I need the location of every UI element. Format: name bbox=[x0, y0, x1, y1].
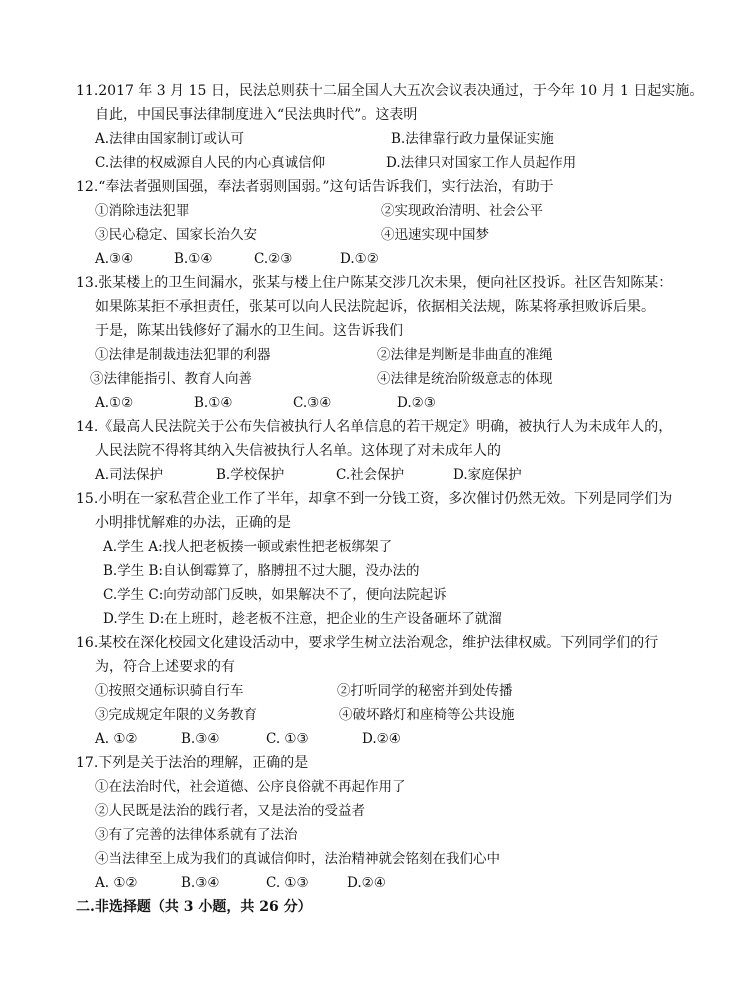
q13-option-c: C.③④ bbox=[293, 395, 332, 411]
section-heading-non-choice: 二.非选择题（共 3 小题，共 26 分） bbox=[76, 899, 312, 915]
q15-option-d: D.学生 D:在上班时，趁老板不注意，把企业的生产设备砸坏了就溜 bbox=[103, 611, 502, 627]
q15-option-a: A.学生 A:找人把老板揍一顿或索性把老板绑架了 bbox=[103, 539, 393, 555]
q12-statement-4: ④迅速实现中国梦 bbox=[381, 227, 489, 243]
q12-statement-2: ②实现政治清明、社会公平 bbox=[381, 203, 543, 219]
q17-option-d: D.②④ bbox=[347, 875, 386, 891]
q17-option-c: C. ①③ bbox=[266, 875, 309, 891]
q13-stem-line3: 于是，陈某出钱修好了漏水的卫生间。这告诉我们 bbox=[95, 323, 403, 339]
q12-option-b: B.①④ bbox=[174, 251, 213, 267]
q14-option-b: B.学校保护 bbox=[216, 467, 285, 483]
q17-stem-line1: 17.下列是关于法治的理解，正确的是 bbox=[76, 755, 309, 771]
q17-statement-2: ②人民既是法治的践行者，又是法治的受益者 bbox=[95, 803, 365, 819]
q15-option-b: B.学生 B:自认倒霉算了，胳膊扭不过大腿，没办法的 bbox=[103, 563, 420, 579]
q11-option-a: A.法律由国家制订或认可 bbox=[95, 131, 245, 147]
q14-stem-line1: 14.《最高人民法院关于公布失信被执行人名单信息的若干规定》明确，被执行人为未成年人的， bbox=[76, 419, 673, 435]
q17-statement-4: ④当法律至上成为我们的真诚信仰时，法治精神就会铭刻在我们心中 bbox=[95, 851, 500, 867]
q13-option-b: B.①④ bbox=[194, 395, 233, 411]
q16-stem-line1: 16.某校在深化校园文化建设活动中，要求学生树立法治观念，维护法律权威。下列同学们的行 bbox=[76, 635, 659, 651]
q11-stem-line2: 自此，中国民事法律制度进入“民法典时代”。这表明 bbox=[95, 107, 418, 123]
q16-stem-line2: 为，符合上述要求的有 bbox=[95, 659, 235, 675]
q12-option-a: A.③④ bbox=[95, 251, 134, 267]
q13-option-a: A.①② bbox=[95, 395, 134, 411]
q12-stem-line1: 12.“奉法者强则国强，奉法者弱则国弱。”这句话告诉我们，实行法治，有助于 bbox=[76, 179, 554, 195]
q16-statement-1: ①按照交通标识骑自行车 bbox=[95, 683, 244, 699]
q16-option-c: C. ①③ bbox=[266, 731, 309, 747]
q17-option-a: A. ①② bbox=[95, 875, 138, 891]
q15-stem-line2: 小明排忧解难的办法，正确的是 bbox=[95, 515, 291, 531]
q17-statement-1: ①在法治时代，社会道德、公序良俗就不再起作用了 bbox=[95, 779, 406, 795]
q17-statement-3: ③有了完善的法律体系就有了法治 bbox=[95, 827, 298, 843]
q11-option-b: B.法律靠行政力量保证实施 bbox=[391, 131, 554, 147]
q15-stem-line1: 15.小明在一家私营企业工作了半年，却拿不到一分钱工资，多次催讨仍然无效。下列是同学们为 bbox=[76, 491, 673, 507]
q13-stem-line1: 13.张某楼上的卫生间漏水，张某与楼上住户陈某交涉几次未果，便向社区投诉。社区告知陈某： bbox=[76, 275, 673, 291]
q12-statement-3: ③民心稳定、国家长治久安 bbox=[95, 227, 257, 243]
q17-option-b: B.③④ bbox=[181, 875, 220, 891]
q11-option-d: D.法律只对国家工作人员起作用 bbox=[386, 155, 577, 171]
q12-option-d: D.①② bbox=[340, 251, 379, 267]
q14-option-c: C.社会保护 bbox=[336, 467, 405, 483]
q13-statement-1: ①法律是制裁违法犯罪的利器 bbox=[95, 347, 271, 363]
q16-option-d: D.②④ bbox=[362, 731, 401, 747]
q16-statement-3: ③完成规定年限的义务教育 bbox=[95, 707, 257, 723]
q13-statement-2: ②法律是判断是非曲直的准绳 bbox=[377, 347, 553, 363]
q13-statement-3: ③法律能指引、教育人向善 bbox=[90, 371, 252, 387]
q12-option-c: C.②③ bbox=[254, 251, 293, 267]
q16-option-a: A. ①② bbox=[95, 731, 138, 747]
q16-option-b: B.③④ bbox=[181, 731, 220, 747]
q11-option-c: C.法律的权威源自人民的内心真诚信仰 bbox=[95, 155, 326, 171]
q12-statement-1: ①消除违法犯罪 bbox=[95, 203, 190, 219]
q14-option-d: D.家庭保护 bbox=[453, 467, 522, 483]
q13-statement-4: ④法律是统治阶级意志的体现 bbox=[377, 371, 553, 387]
q14-option-a: A.司法保护 bbox=[95, 467, 164, 483]
q16-statement-2: ②打听同学的秘密并到处传播 bbox=[337, 683, 513, 699]
q11-stem-line1: 11.2017 年 3 月 15 日，民法总则获十二届全国人大五次会议表决通过，于今年 10 月 1 日起实施。 bbox=[76, 83, 704, 99]
q15-option-c: C.学生 C:向劳动部门反映，如果解决不了，便向法院起诉 bbox=[103, 587, 447, 603]
q13-option-d: D.②③ bbox=[397, 395, 436, 411]
q16-statement-4: ④破坏路灯和座椅等公共设施 bbox=[339, 707, 515, 723]
q14-stem-line2: 人民法院不得将其纳入失信被执行人名单。这体现了对未成年人的 bbox=[95, 443, 501, 459]
q13-stem-line2: 如果陈某拒不承担责任，张某可以向人民法院起诉，依据相关法规，陈某将承担败诉后果。 bbox=[95, 299, 655, 315]
